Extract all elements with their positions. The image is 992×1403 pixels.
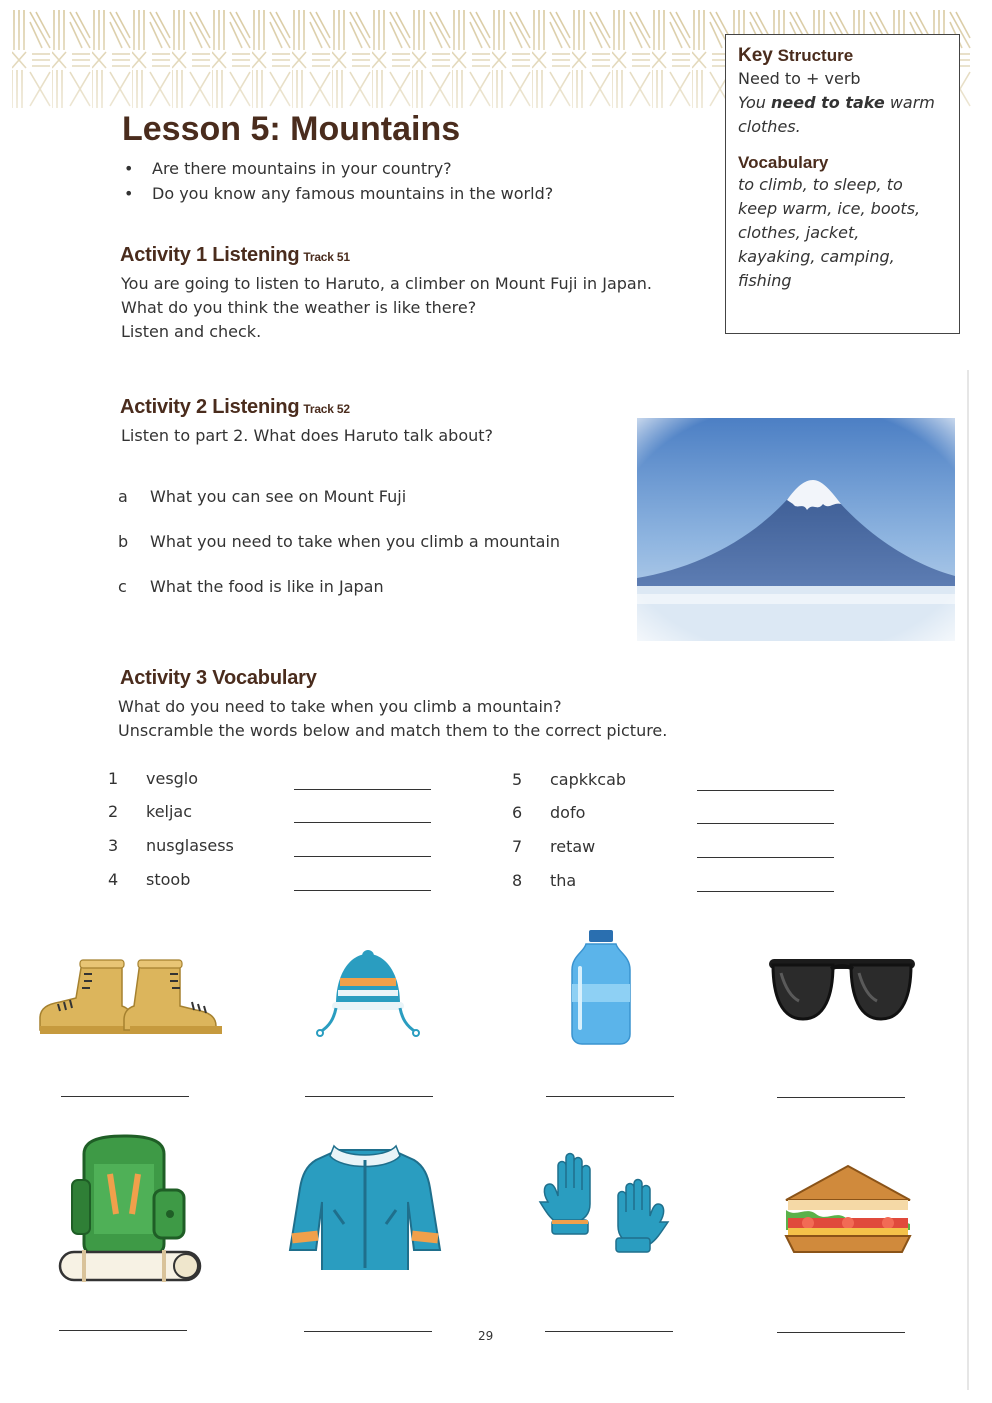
activity1-heading: Activity 1 Listening Track 51: [120, 244, 350, 266]
page-edge-shadow: [967, 370, 969, 1390]
structure-rule: Need to + verb: [738, 69, 861, 88]
picture-answer-blank-6[interactable]: [304, 1331, 432, 1332]
vocab-line: keep warm, ice, boots,: [738, 199, 921, 218]
warmup-questions: [122, 156, 682, 206]
boots-icon: [36, 950, 226, 1040]
water-bottle-icon: [566, 928, 636, 1048]
structure-example: You need to take warm: [738, 93, 935, 112]
answer-blank-7[interactable]: [697, 857, 834, 858]
sunglasses-icon: [767, 955, 917, 1033]
vocab-line: fishing: [738, 271, 792, 290]
sandwich-icon: [778, 1160, 918, 1260]
picture-answer-blank-3[interactable]: [546, 1096, 674, 1097]
picture-answer-blank-2[interactable]: [305, 1096, 433, 1097]
answer-blank-8[interactable]: [697, 891, 834, 892]
activity2-heading: Activity 2 Listening Track 52: [120, 396, 350, 418]
picture-answer-blank-1[interactable]: [61, 1096, 189, 1097]
option-a: a What you can see on Mount Fuji: [118, 487, 407, 506]
answer-blank-1[interactable]: [294, 789, 431, 790]
vocabulary-heading: Vocabulary: [738, 153, 829, 172]
activity1-text: You are going to listen to Haruto, a climber on Mount Fuji in Japan. What do you think the weather is like there? Listen and check.: [121, 274, 652, 341]
vocab-line: to climb, to sleep, to: [738, 175, 903, 194]
page-number: 29: [478, 1329, 494, 1343]
mount-fuji-photo: [637, 418, 955, 641]
option-c: c What the food is like in Japan: [118, 577, 384, 596]
backpack-icon: [54, 1134, 204, 1284]
lesson-title: Lesson 5: Mountains: [122, 110, 461, 148]
picture-answer-blank-8[interactable]: [777, 1332, 905, 1333]
key-structure-heading: Key Structure: [738, 45, 854, 66]
picture-answer-blank-5[interactable]: [59, 1330, 187, 1331]
picture-answer-blank-7[interactable]: [545, 1331, 673, 1332]
answer-blank-2[interactable]: [294, 822, 431, 823]
hat-icon: [300, 944, 435, 1044]
vocab-line: kayaking, camping,: [738, 247, 895, 266]
gloves-icon: [538, 1152, 670, 1270]
option-b: b What you need to take when you climb a mountain: [118, 532, 561, 551]
vocab-line: clothes, jacket,: [738, 223, 860, 242]
warmup-question: • Do you know any famous mountains in the world?: [122, 181, 682, 206]
answer-blank-4[interactable]: [294, 890, 431, 891]
picture-answer-blank-4[interactable]: [777, 1097, 905, 1098]
activity2-instruction: Listen to part 2. What does Haruto talk about?: [121, 426, 494, 445]
answer-blank-5[interactable]: [697, 790, 834, 791]
answer-blank-6[interactable]: [697, 823, 834, 824]
structure-example-line2: clothes.: [738, 117, 801, 136]
key-structure-box: [725, 34, 960, 334]
activity3-heading: Activity 3 Vocabulary: [120, 667, 317, 689]
answer-blank-3[interactable]: [294, 856, 431, 857]
jacket-icon: [286, 1140, 444, 1270]
warmup-question: • Are there mountains in your country?: [122, 156, 682, 181]
activity3-text: What do you need to take when you climb a mountain? Unscramble the words below and match them to the correct picture.: [118, 697, 668, 740]
